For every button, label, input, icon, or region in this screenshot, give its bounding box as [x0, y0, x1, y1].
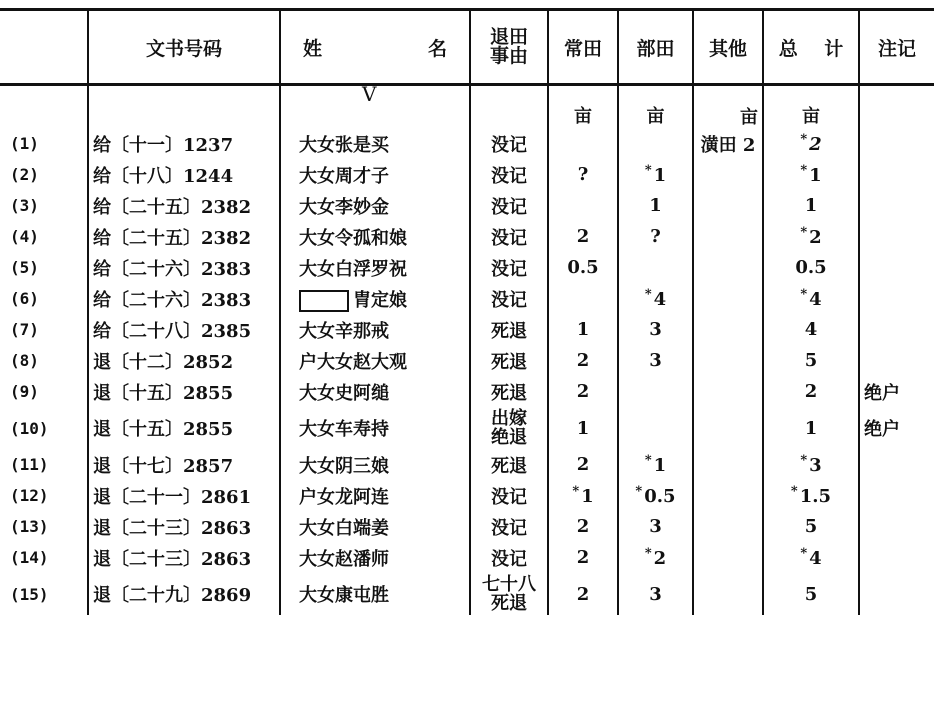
person-name [280, 573, 470, 615]
person-name-text: 大女张是买 [299, 134, 389, 156]
reason: 没记 [470, 190, 548, 221]
chang-cell [548, 449, 618, 480]
row-index: (10) [10, 418, 49, 438]
header-total [763, 10, 859, 85]
total-cell [763, 511, 859, 542]
doc-number: 给〔二十六〕2383 [88, 283, 280, 314]
chang-cell [548, 511, 618, 542]
note-cell [859, 159, 934, 190]
reason: 没记 [470, 542, 548, 573]
chang-cell [548, 159, 618, 190]
star-mark: * [635, 484, 643, 499]
total-cell [763, 480, 859, 511]
other-cell [693, 283, 763, 314]
chang-cell [548, 221, 618, 252]
star-mark: * [790, 484, 798, 499]
other-cell [693, 511, 763, 542]
total-value: 1 [809, 165, 822, 186]
person-name-text: 大女白浮罗祝 [299, 258, 407, 280]
star-mark: * [572, 484, 580, 499]
chang-cell [548, 573, 618, 615]
other-cell [693, 449, 763, 480]
bu-cell [618, 283, 693, 314]
person-name [280, 542, 470, 573]
table-row [0, 345, 934, 376]
doc-number: 给〔二十五〕2382 [88, 221, 280, 252]
reason: 没记 [470, 128, 548, 159]
bu-value: 3 [649, 516, 662, 537]
person-name-text: 胄定娘 [353, 289, 407, 311]
other-cell [693, 376, 763, 407]
note-cell [859, 314, 934, 345]
table-row [0, 376, 934, 407]
row-index: (4) [10, 227, 39, 246]
star-mark: * [644, 546, 652, 561]
unit-other [693, 85, 763, 129]
table-row [0, 511, 934, 542]
total-cell [763, 542, 859, 573]
note-cell [859, 252, 934, 283]
chang-value: 1 [581, 486, 594, 507]
star-mark: * [800, 287, 808, 302]
reason-line-2: 绝退 [491, 426, 527, 448]
bu-cell [618, 252, 693, 283]
other-cell [693, 314, 763, 345]
table-row [0, 573, 934, 615]
header-name-left: 姓 [303, 37, 323, 60]
person-name [280, 376, 470, 407]
reason-line-1: 出嫁 [491, 407, 527, 429]
reason: 没记 [470, 283, 548, 314]
bu-value: 3 [649, 319, 662, 340]
other-cell [693, 252, 763, 283]
bu-value: 3 [649, 350, 662, 371]
total-cell [763, 252, 859, 283]
header-reason [470, 10, 548, 85]
other-cell [693, 345, 763, 376]
total-value: 4 [804, 319, 818, 340]
header-note: 注记 [859, 10, 934, 85]
star-mark: * [800, 225, 808, 240]
header-reason-2: 事由 [489, 44, 528, 67]
total-value: 2 [804, 381, 818, 402]
chang-cell [548, 542, 618, 573]
total-cell [763, 345, 859, 376]
total-cell [763, 449, 859, 480]
header-doc: 文书号码 [88, 10, 280, 85]
bu-cell [618, 449, 693, 480]
reason: 没记 [470, 221, 548, 252]
chang-value: ? [577, 164, 589, 185]
person-name [280, 407, 470, 449]
chang-value: 2 [576, 350, 590, 371]
header-row [0, 10, 934, 85]
bu-cell [618, 314, 693, 345]
star-mark: * [644, 453, 652, 468]
other-cell [693, 573, 763, 615]
other-cell [693, 542, 763, 573]
total-cell [763, 159, 859, 190]
doc-number: 退〔二十九〕2869 [88, 573, 280, 615]
chang-cell [548, 128, 618, 159]
chang-value: 1 [576, 319, 590, 340]
row-index: (2) [10, 165, 39, 184]
header-name [280, 10, 470, 85]
chang-cell [548, 376, 618, 407]
total-cell [763, 221, 859, 252]
chang-cell [548, 314, 618, 345]
bu-cell [618, 573, 693, 615]
person-name [280, 159, 470, 190]
row-index: (9) [10, 382, 39, 401]
doc-number: 给〔十八〕1244 [88, 159, 280, 190]
other-cell [693, 480, 763, 511]
person-name [280, 345, 470, 376]
note-cell [859, 480, 934, 511]
bu-cell [618, 480, 693, 511]
table-row [0, 128, 934, 159]
reason: 没记 [470, 252, 548, 283]
row-index: (1) [10, 134, 39, 153]
note-cell [859, 511, 934, 542]
chang-value: 2 [576, 583, 590, 605]
reason: 没记 [470, 511, 548, 542]
chang-cell [548, 252, 618, 283]
bu-value: 1 [653, 165, 667, 186]
person-name [280, 221, 470, 252]
chang-value: 2 [576, 381, 590, 402]
total-value: 5 [804, 516, 818, 537]
person-name [280, 190, 470, 221]
row-index: (12) [10, 486, 49, 505]
row-index: (11) [10, 455, 49, 474]
reason-line-2: 死退 [491, 592, 527, 614]
unit-total: 亩 [763, 85, 859, 129]
row-index: (13) [10, 517, 49, 536]
other-cell [693, 407, 763, 449]
doc-number: 退〔十二〕2852 [88, 345, 280, 376]
total-cell [763, 190, 859, 221]
bu-cell [618, 128, 693, 159]
total-value: 1 [804, 417, 818, 439]
chang-value: 2 [576, 226, 590, 247]
doc-number: 给〔十一〕1237 [88, 128, 280, 159]
star-mark: * [800, 132, 808, 147]
doc-number: 退〔二十三〕2863 [88, 542, 280, 573]
total-value: 5 [804, 350, 818, 371]
unit-bu: 亩 [618, 85, 693, 129]
missing-text-box [299, 290, 349, 312]
row-index: (14) [10, 548, 49, 567]
other-cell [693, 159, 763, 190]
note-cell: 绝户 [859, 407, 934, 449]
doc-number: 退〔二十三〕2863 [88, 511, 280, 542]
table-row [0, 159, 934, 190]
bu-cell [618, 159, 693, 190]
person-name-text: 大女赵潘师 [299, 548, 389, 570]
land-return-table [0, 8, 934, 615]
doc-number: 退〔十七〕2857 [88, 449, 280, 480]
reason: 死退 [470, 449, 548, 480]
doc-number: 退〔二十一〕2861 [88, 480, 280, 511]
star-mark: * [800, 453, 808, 468]
reason: 没记 [470, 480, 548, 511]
bu-value: 3 [649, 583, 662, 605]
bu-value: 1 [653, 455, 667, 476]
total-value: 3 [809, 455, 822, 476]
note-cell [859, 190, 934, 221]
chang-value: 2 [576, 516, 590, 537]
other-cell [693, 221, 763, 252]
note-cell [859, 542, 934, 573]
chang-value: 2 [576, 454, 590, 475]
header-index [0, 10, 88, 85]
header-bu: 部田 [618, 10, 693, 85]
doc-number: 退〔十五〕2855 [88, 407, 280, 449]
doc-number: 给〔二十五〕2382 [88, 190, 280, 221]
person-name-text: 大女白端姜 [299, 517, 389, 539]
person-name [280, 314, 470, 345]
note-cell [859, 128, 934, 159]
table-row [0, 221, 934, 252]
chang-cell [548, 283, 618, 314]
other-cell [693, 190, 763, 221]
chang-cell [548, 190, 618, 221]
person-name-text: 大女史阿缒 [299, 382, 389, 404]
total-cell [763, 314, 859, 345]
note-cell: 绝户 [859, 376, 934, 407]
reason: 死退 [470, 314, 548, 345]
person-name [280, 252, 470, 283]
bu-value: 1 [649, 195, 662, 216]
row-index: (3) [10, 196, 39, 215]
table-row [0, 449, 934, 480]
chang-value: 1 [576, 417, 590, 439]
person-name-text: 大女周才子 [299, 165, 389, 187]
total-cell [763, 128, 859, 159]
reason-line-1: 七十八 [482, 573, 536, 595]
person-name [280, 128, 470, 159]
total-value: 4 [809, 548, 822, 569]
reason: 没记 [470, 159, 548, 190]
total-value: 1 [804, 195, 818, 216]
star-mark: * [800, 163, 808, 178]
total-value: 1.5 [799, 486, 832, 507]
doc-number: 退〔十五〕2855 [88, 376, 280, 407]
row-index: (15) [10, 584, 49, 604]
person-name [280, 511, 470, 542]
other-cell [693, 128, 763, 159]
other-value: 潢田 2 [700, 134, 756, 156]
person-name-text: 大女车寿持 [299, 419, 389, 440]
person-name-text: 户大女赵大观 [299, 351, 407, 373]
bu-cell [618, 345, 693, 376]
table-row [0, 407, 934, 449]
reason: 死退 [470, 376, 548, 407]
bu-cell [618, 407, 693, 449]
header-total-right: 计 [824, 37, 844, 60]
person-name [280, 449, 470, 480]
reason: 死退 [470, 345, 548, 376]
header-total-left: 总 [778, 37, 798, 60]
header-name-right: 名 [427, 37, 447, 60]
bu-value: ? [650, 226, 661, 247]
note-cell [859, 449, 934, 480]
total-cell [763, 407, 859, 449]
table-row [0, 542, 934, 573]
total-value: 4 [809, 289, 822, 310]
row-index: (5) [10, 258, 39, 277]
unit-row [0, 85, 934, 129]
bu-value: 4 [653, 289, 667, 310]
person-name-text: 大女令孤和娘 [299, 227, 407, 249]
total-value: 5 [804, 583, 818, 605]
table-row [0, 190, 934, 221]
chang-value: 0.5 [567, 257, 599, 278]
header-chang: 常田 [548, 10, 618, 85]
chang-cell [548, 480, 618, 511]
table-row [0, 480, 934, 511]
note-cell [859, 573, 934, 615]
chang-cell [548, 407, 618, 449]
reason [470, 573, 548, 615]
unit-chang: 亩 [548, 85, 618, 129]
doc-number: 给〔二十六〕2383 [88, 252, 280, 283]
person-name-text: 大女李妙金 [299, 196, 389, 218]
table-row [0, 314, 934, 345]
star-mark: * [800, 546, 808, 561]
reason [470, 407, 548, 449]
total-value: 2 [809, 227, 822, 248]
person-name [280, 283, 470, 314]
check-mark: V [362, 82, 377, 106]
row-index: (7) [10, 320, 39, 339]
bu-value: 0.5 [644, 486, 676, 507]
bu-cell [618, 190, 693, 221]
table-row [0, 283, 934, 314]
person-name-text: 大女阴三娘 [299, 455, 389, 477]
chang-value: 2 [576, 547, 590, 568]
total-cell [763, 376, 859, 407]
person-name-text: 户女龙阿连 [299, 486, 389, 508]
person-name [280, 480, 470, 511]
header-reason-1: 退田 [489, 25, 528, 48]
unit-other-label: 亩 [740, 107, 758, 128]
total-value: 0.5 [795, 257, 827, 278]
bu-cell [618, 221, 693, 252]
row-index: (6) [10, 289, 39, 308]
bu-cell [618, 511, 693, 542]
table-row [0, 252, 934, 283]
total-value: 2 [809, 134, 822, 155]
note-cell [859, 345, 934, 376]
person-name-text: 大女辛那戒 [299, 320, 389, 342]
star-mark: * [644, 287, 652, 302]
bu-cell [618, 376, 693, 407]
bu-cell [618, 542, 693, 573]
doc-number: 给〔二十八〕2385 [88, 314, 280, 345]
star-mark: * [644, 163, 652, 178]
chang-cell [548, 345, 618, 376]
row-index: (8) [10, 351, 39, 370]
total-cell [763, 573, 859, 615]
person-name-text: 大女康屯胜 [299, 585, 389, 606]
bu-value: 2 [653, 548, 667, 569]
header-other: 其他 [693, 10, 763, 85]
note-cell [859, 221, 934, 252]
total-cell [763, 283, 859, 314]
note-cell [859, 283, 934, 314]
